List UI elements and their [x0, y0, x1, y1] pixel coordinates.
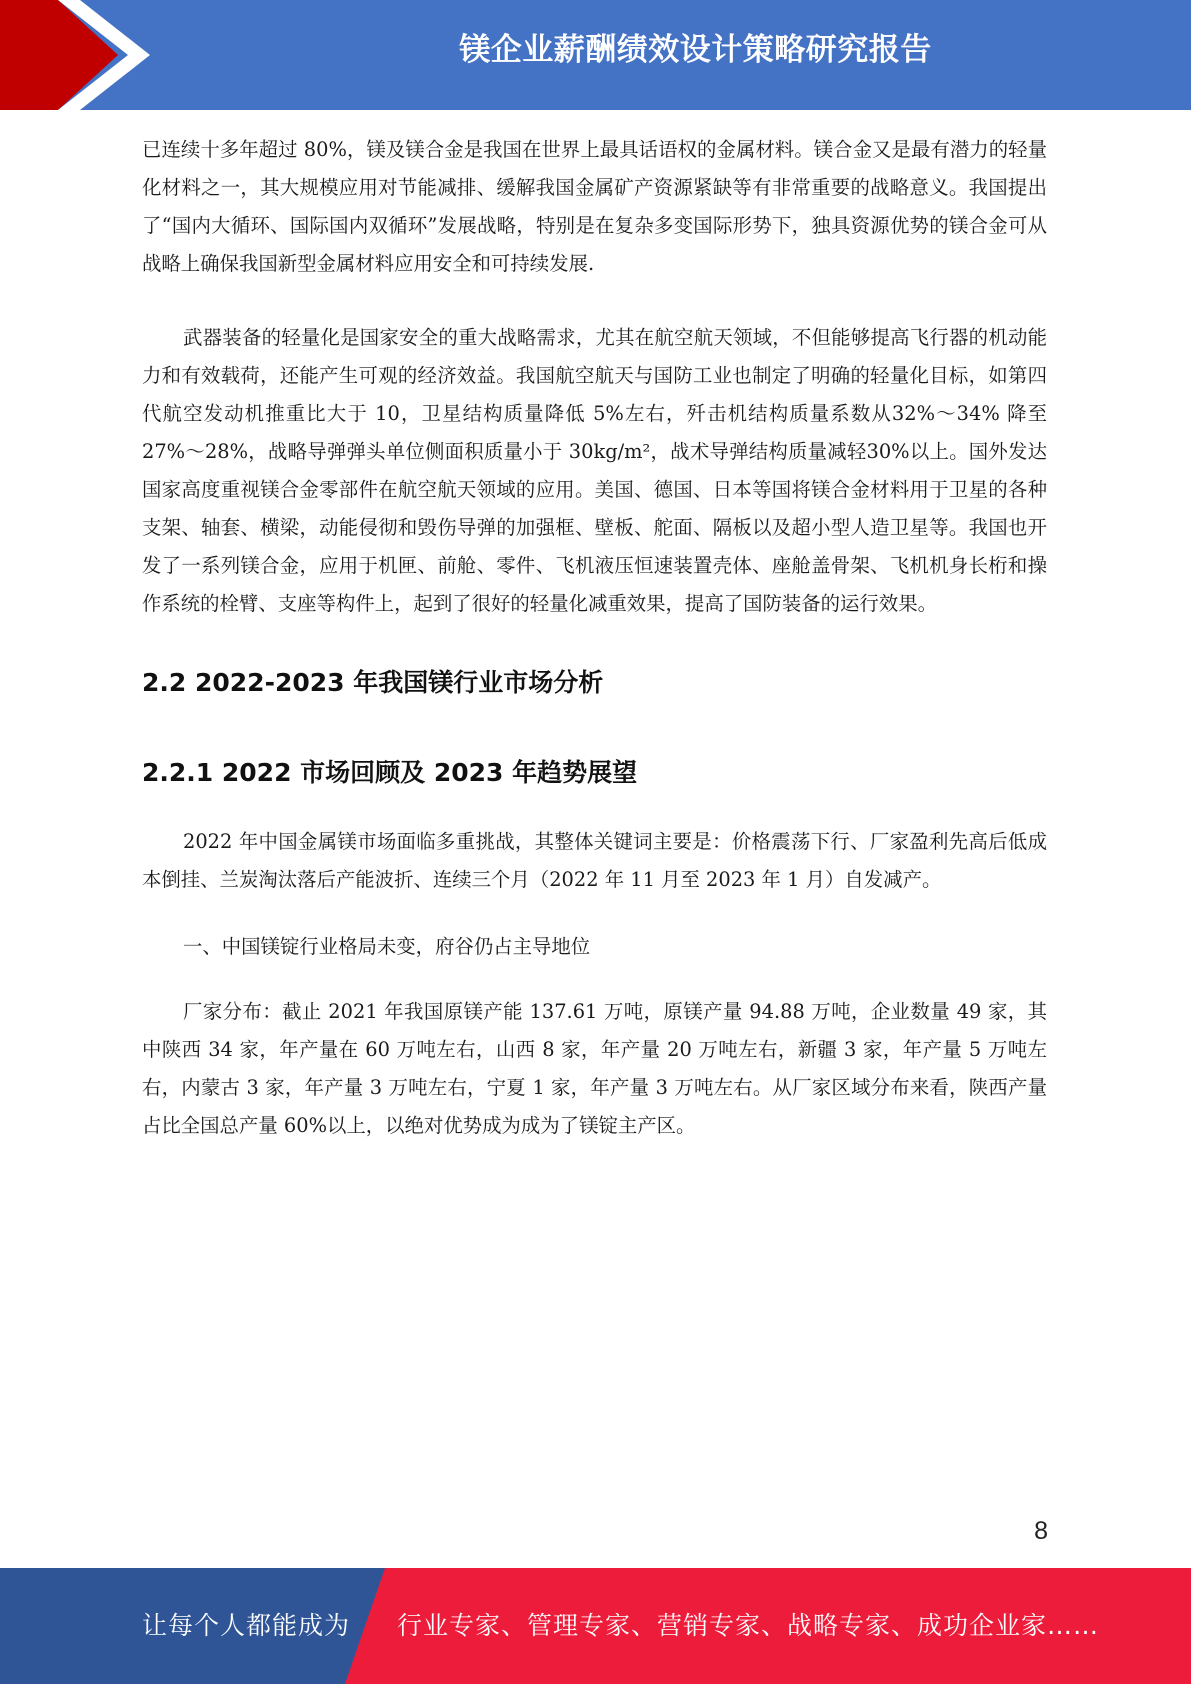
- body-paragraph-1: 已连续十多年超过 80%，镁及镁合金是我国在世界上最具话语权的金属材料。镁合金又是最有潜力的轻量化材料之一，其大规模应用对节能减排、缓解我国金属矿产资源紧缺等有非常重要的战略意义。我国提出了“国内大循环、国际国内双循环”发展战略，特别是在复杂多变国际形势下，独具资源优势的镁合金可从战略上确保我国新型金属材料应用安全和可持续发展.: [142, 138, 1047, 275]
- footer-slogan-right: 行业专家、管理专家、营销专家、战略专家、成功企业家……: [397, 1611, 1100, 1640]
- section-heading: 2.2 2022-2023 年我国镁行业市场分析: [142, 668, 604, 697]
- list-heading: 一、中国镁锭行业格局未变，府谷仍占主导地位: [183, 935, 591, 958]
- subsection-heading: 2.2.1 2022 市场回顾及 2023 年趋势展望: [142, 758, 638, 787]
- header-arrow-decoration: [0, 0, 160, 110]
- body-paragraph-4: 厂家分布：截止 2021 年我国原镁产能 137.61 万吨，原镁产量 94.88 万吨，企业数量 49 家，其中陕西 34 家，年产量在 60 万吨左右，山西 8 家，年产量 20 万吨左右，新疆 3 家，年产量 5 万吨左右，内蒙古 3 家，年产量 3 万吨左右，宁夏 1 家，年产量 3 万吨左右。从厂家区域分布来看，陕西产量占比全国总产量 60%以上，以绝对优势成为成为了镁锭主产区。: [142, 1000, 1047, 1137]
- footer-slogan-left: 让每个人都能成为: [142, 1611, 351, 1640]
- document-title: 镁企业薪酬绩效设计策略研究报告: [459, 32, 932, 68]
- page-number: 8: [1034, 1517, 1048, 1545]
- body-paragraph-3: 2022 年中国金属镁市场面临多重挑战，其整体关键词主要是：价格震荡下行、厂家盈利先高后低成本倒挂、兰炭淘汰落后产能波折、连续三个月（2022 年 11 月至 2023 年 1 月）自发减产。: [142, 830, 1047, 891]
- page-footer: [0, 1568, 1191, 1684]
- main-content: [142, 131, 1047, 1145]
- page-header: [0, 0, 1191, 110]
- body-paragraph-2: 武器装备的轻量化是国家安全的重大战略需求，尤其在航空航天领域，不但能够提高飞行器的机动能力和有效载荷，还能产生可观的经济效益。我国航空航天与国防工业也制定了明确的轻量化目标，如第四代航空发动机推重比大于 10，卫星结构质量降低 5%左右，歼击机结构质量系数从32%～34% 降至 27%～28%，战略导弹弹头单位侧面积质量小于 30kg/m²，战术导弹结构质量减轻30%以上。国外发达国家高度重视镁合金零部件在航空航天领域的应用。美国、德国、日本等国将镁合金材料用于卫星的各种支架、轴套、横梁，动能侵彻和毁伤导弹的加强框、壁板、舵面、隔板以及超小型人造卫星等。我国也开发了一系列镁合金，应用于机匣、前舱、零件、飞机液压恒速装置壳体、座舱盖骨架、飞机机身长桁和操作系统的栓臂、支座等构件上，起到了很好的轻量化减重效果，提高了国防装备的运行效果。: [142, 326, 1047, 615]
